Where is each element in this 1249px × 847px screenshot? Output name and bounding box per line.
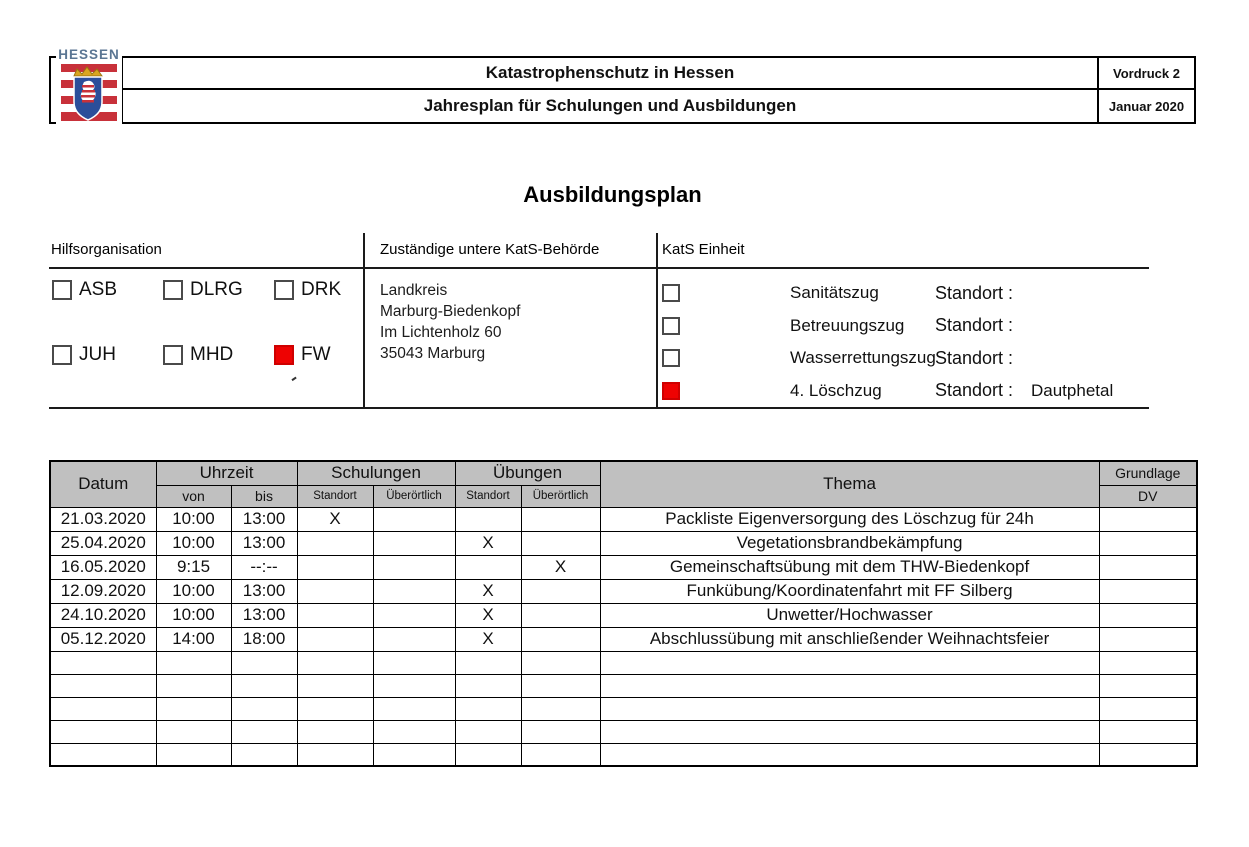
cell-von-empty bbox=[156, 674, 231, 697]
cell-schulungen-ueberoertlich-empty bbox=[373, 720, 455, 743]
cell-thema: Funkübung/Koordinatenfahrt mit FF Silberg bbox=[600, 579, 1099, 603]
cell-uebungen-standort-empty bbox=[455, 697, 521, 720]
cell-thema-empty bbox=[600, 674, 1099, 697]
org-option-mhd bbox=[163, 344, 274, 366]
cell-uebungen-standort: X bbox=[455, 579, 521, 603]
cell-bis: 13:00 bbox=[231, 507, 297, 531]
cell-datum-empty bbox=[50, 651, 156, 674]
cell-bis: 13:00 bbox=[231, 603, 297, 627]
kats-unit-row bbox=[662, 277, 1147, 310]
table-row bbox=[50, 603, 1197, 627]
hilfsorganisation-options bbox=[52, 279, 366, 366]
org-option-juh bbox=[52, 344, 163, 366]
behoerde-address bbox=[380, 280, 520, 364]
col-header-schulungen-ueberoertlich: Überörtlich bbox=[373, 485, 455, 507]
cell-datum: 21.03.2020 bbox=[50, 507, 156, 531]
table-row bbox=[50, 531, 1197, 555]
checkbox-label: MHD bbox=[190, 344, 234, 365]
cell-schulungen-standort-empty bbox=[297, 697, 373, 720]
table-row bbox=[50, 627, 1197, 651]
cell-dv bbox=[1099, 555, 1197, 579]
cell-thema: Packliste Eigenversorgung des Löschzug für 24h bbox=[600, 507, 1099, 531]
standort-label: Standort : bbox=[935, 347, 1014, 368]
cell-schulungen-ueberoertlich bbox=[373, 627, 455, 651]
cell-dv-empty bbox=[1099, 674, 1197, 697]
address-line: Im Lichtenholz 60 bbox=[380, 324, 502, 341]
table-row-empty bbox=[50, 743, 1197, 766]
cell-dv bbox=[1099, 507, 1197, 531]
hessen-logo bbox=[56, 47, 122, 129]
standort-value: Dautphetal bbox=[1031, 380, 1114, 400]
cell-uebungen-ueberoertlich bbox=[521, 531, 600, 555]
cell-dv bbox=[1099, 603, 1197, 627]
table-row bbox=[50, 555, 1197, 579]
cell-thema: Abschlussübung mit anschließender Weihnachtsfeier bbox=[600, 627, 1099, 651]
kats-unit-row bbox=[662, 342, 1147, 375]
table-row bbox=[50, 507, 1197, 531]
cell-uebungen-standort-empty bbox=[455, 651, 521, 674]
cell-bis: --:-- bbox=[231, 555, 297, 579]
cell-datum-empty bbox=[50, 743, 156, 766]
cell-bis: 18:00 bbox=[231, 627, 297, 651]
meta-label-underline bbox=[49, 267, 1149, 269]
cell-schulungen-ueberoertlich bbox=[373, 531, 455, 555]
label-behoerde: Zuständige untere KatS-Behörde bbox=[380, 241, 600, 258]
cell-datum-empty bbox=[50, 674, 156, 697]
cell-von: 10:00 bbox=[156, 579, 231, 603]
org-option-dlrg bbox=[163, 279, 274, 301]
checkbox-label: ASB bbox=[79, 279, 118, 300]
checkbox-label: DRK bbox=[301, 279, 342, 300]
checkbox-label: JUH bbox=[79, 344, 116, 365]
cell-dv-empty bbox=[1099, 651, 1197, 674]
meta-divider-2 bbox=[656, 233, 658, 407]
cell-schulungen-standort-empty bbox=[297, 720, 373, 743]
cell-bis-empty bbox=[231, 651, 297, 674]
checkbox-label: FW bbox=[301, 344, 331, 365]
cell-uebungen-standort-empty bbox=[455, 720, 521, 743]
cell-schulungen-standort bbox=[297, 555, 373, 579]
stray-mark-icon bbox=[290, 375, 296, 381]
cell-uebungen-standort: X bbox=[455, 531, 521, 555]
address-line: 35043 Marburg bbox=[380, 345, 486, 362]
cell-uebungen-standort-empty bbox=[455, 674, 521, 697]
col-header-uebungen: Übungen bbox=[455, 461, 600, 485]
standort-label: Standort : bbox=[935, 380, 1014, 401]
checkbox-asb[interactable] bbox=[52, 280, 72, 300]
cell-von-empty bbox=[156, 651, 231, 674]
cell-schulungen-standort-empty bbox=[297, 743, 373, 766]
label-hilfsorganisation: Hilfsorganisation bbox=[51, 241, 162, 258]
form-title-line2: Jahresplan für Schulungen und Ausbildungen bbox=[123, 90, 1099, 122]
unit-label: Sanitätszug bbox=[790, 283, 879, 303]
standort-label: Standort : bbox=[935, 315, 1014, 336]
cell-dv bbox=[1099, 579, 1197, 603]
cell-von-empty bbox=[156, 697, 231, 720]
cell-dv-empty bbox=[1099, 697, 1197, 720]
cell-datum-empty bbox=[50, 697, 156, 720]
col-header-grundlage: Grundlage bbox=[1099, 461, 1197, 485]
unit-label: 4. Löschzug bbox=[790, 380, 882, 400]
checkbox-unit-4[interactable] bbox=[662, 382, 680, 400]
hessen-logo-text: HESSEN bbox=[58, 47, 120, 62]
org-option-fw bbox=[274, 344, 366, 366]
form-date: Januar 2020 bbox=[1108, 98, 1185, 114]
cell-datum: 24.10.2020 bbox=[50, 603, 156, 627]
cell-schulungen-ueberoertlich bbox=[373, 603, 455, 627]
col-header-thema: Thema bbox=[600, 461, 1099, 507]
cell-thema: Unwetter/Hochwasser bbox=[600, 603, 1099, 627]
cell-schulungen-ueberoertlich-empty bbox=[373, 743, 455, 766]
cell-uebungen-ueberoertlich bbox=[521, 579, 600, 603]
cell-schulungen-ueberoertlich-empty bbox=[373, 697, 455, 720]
org-option-drk bbox=[274, 279, 366, 301]
cell-bis: 13:00 bbox=[231, 531, 297, 555]
col-header-schulungen-standort: Standort bbox=[297, 485, 373, 507]
col-header-von: von bbox=[156, 485, 231, 507]
cell-schulungen-standort-empty bbox=[297, 674, 373, 697]
cell-bis-empty bbox=[231, 697, 297, 720]
cell-uebungen-ueberoertlich bbox=[521, 603, 600, 627]
unit-label: Wasserrettungszug bbox=[790, 348, 936, 368]
cell-schulungen-standort bbox=[297, 627, 373, 651]
checkbox-label: DLRG bbox=[190, 279, 243, 300]
cell-datum: 12.09.2020 bbox=[50, 579, 156, 603]
cell-bis-empty bbox=[231, 674, 297, 697]
col-header-dv: DV bbox=[1099, 485, 1197, 507]
meta-section bbox=[49, 233, 1149, 409]
cell-uebungen-standort bbox=[455, 507, 521, 531]
cell-schulungen-standort bbox=[297, 579, 373, 603]
col-header-schulungen: Schulungen bbox=[297, 461, 455, 485]
cell-thema-empty bbox=[600, 720, 1099, 743]
cell-schulungen-standort: X bbox=[297, 507, 373, 531]
cell-schulungen-standort-empty bbox=[297, 651, 373, 674]
cell-dv-empty bbox=[1099, 720, 1197, 743]
cell-uebungen-ueberoertlich: X bbox=[521, 555, 600, 579]
cell-uebungen-standort: X bbox=[455, 627, 521, 651]
page-title: Ausbildungsplan bbox=[523, 182, 702, 207]
cell-uebungen-ueberoertlich-empty bbox=[521, 720, 600, 743]
checkbox-unit-2[interactable] bbox=[662, 317, 680, 335]
cell-uebungen-standort-empty bbox=[455, 743, 521, 766]
form-title-line1: Katastrophenschutz in Hessen bbox=[123, 58, 1099, 90]
cell-schulungen-standort bbox=[297, 531, 373, 555]
cell-von: 10:00 bbox=[156, 507, 231, 531]
address-line: Landkreis bbox=[380, 282, 448, 299]
cell-uebungen-standort bbox=[455, 555, 521, 579]
cell-dv-empty bbox=[1099, 743, 1197, 766]
cell-von-empty bbox=[156, 720, 231, 743]
cell-bis: 13:00 bbox=[231, 579, 297, 603]
kats-einheit-list bbox=[662, 277, 1147, 407]
cell-datum: 16.05.2020 bbox=[50, 555, 156, 579]
cell-uebungen-ueberoertlich-empty bbox=[521, 743, 600, 766]
cell-datum: 25.04.2020 bbox=[50, 531, 156, 555]
label-kats-einheit: KatS Einheit bbox=[662, 241, 745, 258]
hessen-coat-of-arms-icon bbox=[60, 62, 118, 124]
col-header-uebungen-ueberoertlich: Überörtlich bbox=[521, 485, 600, 507]
table-row bbox=[50, 579, 1197, 603]
cell-schulungen-standort bbox=[297, 603, 373, 627]
cell-datum-empty bbox=[50, 720, 156, 743]
cell-uebungen-ueberoertlich bbox=[521, 507, 600, 531]
checkbox-unit-1[interactable] bbox=[662, 284, 680, 302]
cell-uebungen-ueberoertlich-empty bbox=[521, 697, 600, 720]
cell-thema-empty bbox=[600, 697, 1099, 720]
standort-label: Standort : bbox=[935, 282, 1014, 303]
cell-bis-empty bbox=[231, 743, 297, 766]
cell-dv bbox=[1099, 627, 1197, 651]
cell-schulungen-ueberoertlich bbox=[373, 555, 455, 579]
cell-von: 14:00 bbox=[156, 627, 231, 651]
checkbox-drk[interactable] bbox=[274, 280, 294, 300]
cell-schulungen-ueberoertlich-empty bbox=[373, 674, 455, 697]
cell-von-empty bbox=[156, 743, 231, 766]
cell-dv bbox=[1099, 531, 1197, 555]
col-header-bis: bis bbox=[231, 485, 297, 507]
address-line: Marburg-Biedenkopf bbox=[380, 303, 521, 320]
cell-datum: 05.12.2020 bbox=[50, 627, 156, 651]
table-row-empty bbox=[50, 651, 1197, 674]
plan-table bbox=[49, 460, 1198, 767]
col-header-uebungen-standort: Standort bbox=[455, 485, 521, 507]
cell-schulungen-ueberoertlich-empty bbox=[373, 651, 455, 674]
col-header-uhrzeit: Uhrzeit bbox=[156, 461, 297, 485]
cell-von: 9:15 bbox=[156, 555, 231, 579]
cell-von: 10:00 bbox=[156, 531, 231, 555]
table-row-empty bbox=[50, 720, 1197, 743]
cell-uebungen-ueberoertlich-empty bbox=[521, 651, 600, 674]
form-number: Vordruck 2 bbox=[1099, 58, 1194, 90]
kats-unit-row bbox=[662, 310, 1147, 343]
plan-table-wrap bbox=[49, 460, 1198, 767]
checkbox-juh[interactable] bbox=[52, 345, 72, 365]
col-header-datum: Datum bbox=[50, 461, 156, 507]
checkbox-unit-3[interactable] bbox=[662, 349, 680, 367]
checkbox-mhd[interactable] bbox=[163, 345, 183, 365]
cell-von: 10:00 bbox=[156, 603, 231, 627]
cell-uebungen-standort: X bbox=[455, 603, 521, 627]
unit-label: Betreuungszug bbox=[790, 315, 905, 335]
org-option-asb bbox=[52, 279, 163, 301]
table-row-empty bbox=[50, 674, 1197, 697]
checkbox-fw[interactable] bbox=[274, 345, 294, 365]
form-header bbox=[49, 56, 1196, 124]
table-row-empty bbox=[50, 697, 1197, 720]
checkbox-dlrg[interactable] bbox=[163, 280, 183, 300]
cell-bis-empty bbox=[231, 720, 297, 743]
kats-unit-row bbox=[662, 375, 1147, 408]
cell-thema: Vegetationsbrandbekämpfung bbox=[600, 531, 1099, 555]
cell-thema-empty bbox=[600, 743, 1099, 766]
cell-schulungen-ueberoertlich bbox=[373, 507, 455, 531]
cell-uebungen-ueberoertlich-empty bbox=[521, 674, 600, 697]
cell-thema: Gemeinschaftsübung mit dem THW-Biedenkopf bbox=[600, 555, 1099, 579]
cell-thema-empty bbox=[600, 651, 1099, 674]
cell-schulungen-ueberoertlich bbox=[373, 579, 455, 603]
cell-uebungen-ueberoertlich bbox=[521, 627, 600, 651]
table-body bbox=[50, 507, 1197, 766]
